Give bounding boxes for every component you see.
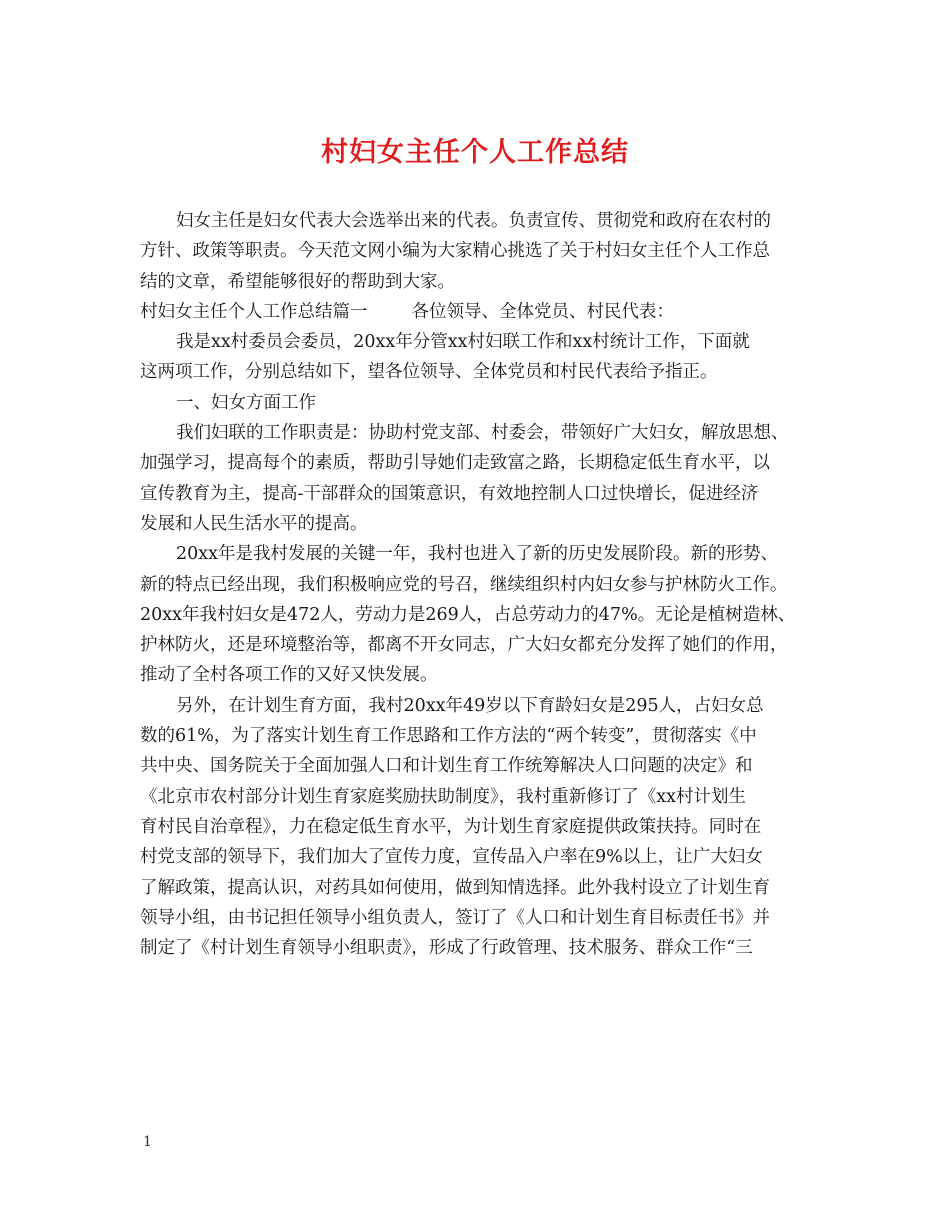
text-line-content: 我是xx村委员会委员，20xx年分管xx村妇联工作和xx村统计工作，下面就 (176, 332, 750, 353)
text-line (140, 751, 820, 781)
text-line (140, 236, 820, 266)
text-line-content: 我们妇联的工作职责是：协助村党支部、村委会，带领好广大妇女，解放思想、 (176, 423, 789, 444)
text-line-content: 一、妇女方面工作 (176, 392, 316, 413)
document-body (140, 206, 820, 963)
text-line-content: 结的文章，希望能够很好的帮助到大家。 (140, 271, 455, 292)
text-line-content: 加强学习，提高每个的素质，帮助引导她们走致富之路，长期稳定低生育水平，以 (140, 453, 770, 474)
text-line-content: 发展和人民生活水平的提高。 (140, 513, 368, 534)
text-line (140, 782, 820, 812)
text-line (140, 448, 820, 478)
text-line (140, 873, 820, 903)
text-line (140, 903, 820, 933)
text-line-content: 了解政策，提高认识，对药具如何使用，做到知情选择。此外我村设立了计划生育 (140, 877, 770, 898)
text-line (140, 842, 820, 872)
text-line-content: 方针、政策等职责。今天范文网小编为大家精心挑选了关于村妇女主任个人工作总 (140, 241, 770, 262)
page-number: 1 (143, 1134, 152, 1150)
text-line (140, 539, 820, 569)
text-line (140, 721, 820, 751)
text-line (140, 479, 820, 509)
text-line-content: 村妇女主任个人工作总结篇一 (140, 301, 368, 322)
text-line (140, 357, 820, 387)
text-line (140, 933, 820, 963)
text-line (140, 297, 820, 327)
text-line-content: 这两项工作，分别总结如下，望各位领导、全体党员和村民代表给予指正。 (140, 362, 718, 383)
text-line-content: 另外，在计划生育方面，我村20xx年49岁以下育龄妇女是295人，占妇女总 (176, 695, 764, 716)
text-line-content: 村党支部的领导下，我们加大了宣传力度，宣传品入户率在9%以上，让广大妇女 (140, 847, 763, 868)
text-line-content: 《北京市农村部分计划生育家庭奖励扶助制度》，我村重新修订了《xx村计划生 (140, 786, 746, 807)
text-line (140, 418, 820, 448)
text-line-content: 推动了全村各项工作的又好又快发展。 (140, 665, 438, 686)
text-line-content: 新的特点已经出现，我们积极响应党的号召，继续组织村内妇女参与护林防火工作。 (140, 574, 788, 595)
text-line-content: 护林防火，还是环境整治等，都离不开女同志，广大妇女都充分发挥了她们的作用， (140, 635, 788, 656)
text-line-content: 宣传教育为主，提高-干部群众的国策意识，有效地控制人口过快增长，促进经济 (140, 483, 759, 504)
text-line (140, 267, 820, 297)
text-line-content: 育村民自治章程》，力在稳定低生育水平，为计划生育家庭提供政策扶持。同时在 (140, 816, 762, 837)
text-line-content: 妇女主任是妇女代表大会选举出来的代表。负责宣传、贯彻党和政府在农村的 (176, 211, 771, 231)
text-line-content: 制定了《村计划生育领导小组职责》，形成了行政管理、技术服务、群众工作“三 (140, 938, 753, 959)
text-line (140, 570, 820, 600)
text-line (140, 327, 820, 357)
text-line (140, 509, 820, 539)
text-line (140, 691, 820, 721)
text-line-content: 领导小组，由书记担任领导小组负责人，签订了《人口和计划生育目标责任书》并 (140, 907, 770, 928)
text-line (140, 388, 820, 418)
text-line-tail: 各位领导、全体党员、村民代表： (411, 301, 674, 322)
text-line-content: 共中央、国务院关于全面加强人口和计划生育工作统筹解决人口问题的决定》和 (140, 756, 753, 777)
text-line-content: 数的61%，为了落实计划生育工作思路和工作方法的“两个转变”，贯彻落实《中 (140, 726, 757, 747)
text-line (140, 660, 820, 690)
text-line (140, 630, 820, 660)
document-title: 村妇女主任个人工作总结 (321, 137, 629, 168)
text-line (140, 206, 820, 236)
text-line-content: 20xx年我村妇女是472人，劳动力是269人，占总劳动力的47%。无论是植树造林、 (140, 604, 796, 625)
text-line-content: 20xx年是我村发展的关键一年，我村也进入了新的历史发展阶段。新的形势、 (176, 544, 779, 565)
text-line (140, 600, 820, 630)
text-line (140, 812, 820, 842)
